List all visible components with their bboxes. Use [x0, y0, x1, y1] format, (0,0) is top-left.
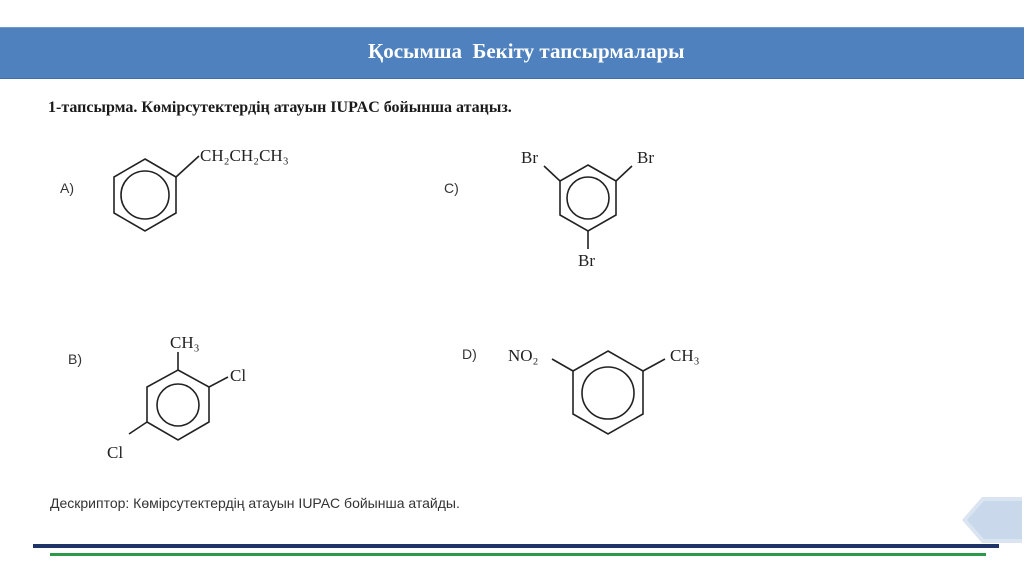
structure-d [500, 336, 730, 448]
option-c-label: C) [444, 180, 459, 196]
footer-line-navy [33, 544, 999, 548]
b-chloro-label-1: Cl [230, 366, 247, 385]
structure-b [100, 328, 260, 468]
option-b-label: B) [68, 351, 82, 367]
option-a-label: A) [60, 180, 74, 196]
b-methyl-label: CH₃ [170, 333, 200, 352]
c-br-right: Br [637, 148, 654, 167]
slide-title: Қосымша Бекіту тапсырмалары [368, 39, 685, 63]
back-arrow-icon[interactable] [962, 497, 1022, 543]
a-chain-label: CH₂CH₂CH₃ [200, 146, 289, 165]
structure-c [510, 142, 680, 274]
c-br-bottom: Br [578, 251, 595, 270]
c-br-left: Br [521, 148, 538, 167]
option-d-label: D) [462, 346, 477, 362]
b-chloro-label-2: Cl [107, 443, 124, 462]
d-methyl-label: CH₃ [670, 346, 700, 365]
d-nitro-label: NO₂ [508, 346, 539, 365]
descriptor-text: Дескриптор: Көмірсутектердің атауын IUPAC бойынша атайды. [50, 495, 460, 511]
footer-line-green [50, 553, 986, 556]
task-heading: 1-тапсырма. Көмірсутектердің атауын IUPAC бойынша атаңыз. [48, 99, 512, 116]
structure-a [100, 142, 320, 242]
